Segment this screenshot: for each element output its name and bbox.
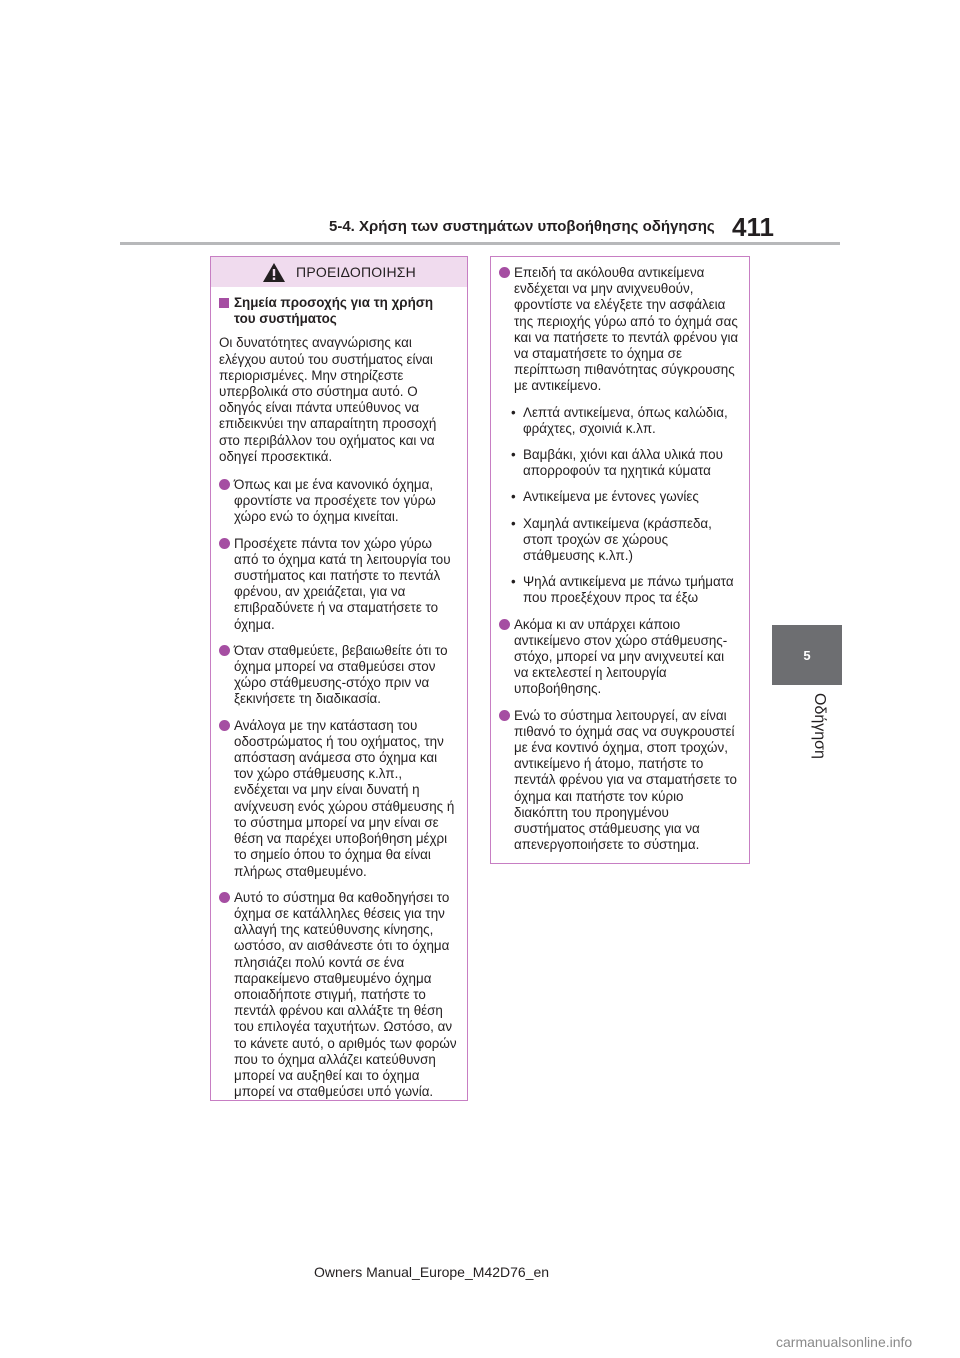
small-bullet-icon: • bbox=[511, 404, 516, 420]
sub-bullet-text: Χαμηλά αντικείμενα (κράσπεδα, στοπ τροχών σε χώρους στάθμευσης κ.λπ.) bbox=[523, 515, 712, 564]
warning-header bbox=[211, 257, 467, 287]
warning-section-title bbox=[219, 295, 457, 327]
circle-bullet-icon bbox=[499, 619, 510, 630]
warning-item-text: Προσέχετε πάντα τον χώρο γύρω από το όχημα κατά τη λειτουργία του συστήματος και πατήστε το πεντάλ φρένου, αν χρειάζεται, για να επιβραδύνετε ή να σταματήσετε το όχημα. bbox=[234, 535, 451, 632]
circle-bullet-icon bbox=[219, 720, 230, 731]
sub-bullet-item bbox=[511, 447, 739, 479]
warning-item bbox=[219, 477, 457, 526]
circle-bullet-icon bbox=[219, 892, 230, 903]
watermark: carmanualsonline.info bbox=[776, 1334, 913, 1350]
square-bullet-icon bbox=[219, 298, 229, 308]
footer-manual-id: Owners Manual_Europe_M42D76_en bbox=[314, 1264, 550, 1280]
warning-body bbox=[211, 287, 467, 1100]
continuation-item bbox=[499, 265, 739, 395]
warning-item-text: Ανάλογα με την κατάσταση του οδοστρώματος ή του οχήματος, την απόσταση ανάμεσα στο όχημα και τον χώρο στάθμευσης κ.λπ., ενδέχεται να μην είναι δυνατή η ανίχνευση ενός χώρου στάθμευσης ή το σύστημα μπορεί να μην είναι σε θέση να παρέχει υποβοήθηση μέχρι το σημείο όπου το όχημα θα είναι πλήρως σταθμευμένο. bbox=[234, 717, 455, 879]
chapter-number: 5 bbox=[803, 647, 811, 663]
warning-item-text: Όταν σταθμεύετε, βεβαιωθείτε ότι το όχημα μπορεί να σταθμεύσει στον χώρο στάθμευσης-στόχο πριν να ξεκινήσετε τη διαδικασία. bbox=[234, 642, 448, 707]
warning-item-text: Όπως και με ένα κανονικό όχημα, φροντίστε να προσέχετε τον γύρω χώρο ενώ το όχημα κινείται. bbox=[234, 477, 436, 525]
circle-bullet-icon bbox=[499, 267, 510, 278]
sub-bullet-text: Λεπτά αντικείμενα, όπως καλώδια, φράχτες, σχοινιά κ.λπ. bbox=[523, 404, 728, 436]
circle-bullet-icon bbox=[219, 538, 230, 549]
continuation-body bbox=[491, 257, 749, 854]
small-bullet-icon: • bbox=[511, 489, 516, 505]
warning-continuation-box bbox=[490, 256, 750, 864]
warning-item bbox=[219, 536, 457, 633]
small-bullet-icon: • bbox=[511, 447, 516, 463]
warning-triangle-icon bbox=[262, 262, 286, 283]
circle-bullet-icon bbox=[499, 710, 510, 721]
chapter-tab bbox=[772, 625, 842, 685]
warning-box bbox=[210, 256, 468, 1101]
circle-bullet-icon bbox=[219, 479, 230, 490]
small-bullet-icon: • bbox=[511, 515, 516, 531]
sub-bullet-item bbox=[511, 516, 739, 565]
circle-bullet-icon bbox=[219, 645, 230, 656]
continuation-lead-text: Επειδή τα ακόλουθα αντικείμενα ενδέχεται να μην ανιχνευθούν, φροντίστε να ελέγξετε την ασφάλεια της περιοχής γύρω από το όχημά σας και να πατήσετε το πεντάλ φρένου για να σταματήσετε το όχημα σε περίπτωση πιθανότητας σύγκρουσης με αντικείμενο. bbox=[514, 265, 739, 394]
sub-bullet-text: Αντικείμενα με έντονες γωνίες bbox=[523, 489, 699, 505]
sub-bullet-item bbox=[511, 489, 739, 505]
sub-bullet-text: Ψηλά αντικείμενα με πάνω τμήματα που προεξέχουν προς τα έξω bbox=[523, 574, 734, 606]
chapter-label: Οδήγηση bbox=[811, 693, 828, 759]
continuation-item bbox=[499, 617, 739, 698]
sub-bullet-text: Βαμβάκι, χιόνι και άλλα υλικά που απορροφούν τα ηχητικά κύματα bbox=[523, 447, 723, 479]
small-bullet-icon: • bbox=[511, 574, 516, 590]
warning-item bbox=[219, 718, 457, 880]
section-title-text: Σημεία προσοχής για τη χρήση του συστήματος bbox=[234, 295, 434, 327]
page-number: 411 bbox=[732, 212, 774, 242]
section-header-title: 5-4. Χρήση των συστημάτων υποβοήθησης οδήγησης bbox=[329, 218, 715, 235]
continuation-item bbox=[499, 708, 739, 854]
warning-intro: Οι δυνατότητες αναγνώρισης και ελέγχου αυτού του συστήματος είναι περιορισμένες. Μην στηρίζεστε υπερβολικά στο σύστημα αυτό. Ο οδηγός είναι πάντα υπεύθυνος να επιδεικνύει την απαραίτητη προσοχή στο περιβάλλον του οχήματος και να οδηγεί προσεκτικά. bbox=[219, 335, 437, 464]
warning-item bbox=[219, 643, 457, 708]
continuation-item-text: Ακόμα κι αν υπάρχει κάποιο αντικείμενο στον χώρο στάθμευσης-στόχο, μπορεί να μην ανιχνευτεί και να εκτελεστεί η λειτουργία υποβοήθησης. bbox=[514, 616, 728, 697]
continuation-item-text: Ενώ το σύστημα λειτουργεί, αν είναι πιθανό το όχημά σας να συγκρουστεί με ένα κοντινό όχημα, στοπ τροχών, αντικείμενο ή άτομο, πατήστε το πεντάλ φρένου για να σταματήσετε το όχημα και πατήστε τον κύριο διακόπτη του προηγμένου συστήματος στάθμευσης για να απενεργοποιήσετε το σύστημα. bbox=[514, 707, 737, 853]
warning-heading: ΠΡΟΕΙΔΟΠΟΙΗΣΗ bbox=[296, 264, 416, 280]
sub-bullet-item bbox=[511, 574, 739, 606]
warning-item-text: Αυτό το σύστημα θα καθοδηγήσει το όχημα σε κατάλληλες θέσεις για την αλλαγή της κατεύθυνσης κίνησης, ωστόσο, αν αισθάνεστε ότι το όχημα πλησιάζει πολύ κοντά σε ένα παρακείμενο σταθμευμένο όχημα οποιαδήποτε στιγμή, πατήστε το πεντάλ φρένου και αλλάξτε τη θέση του επιλογέα ταχυτήτων. Ωστόσο, αν το κάνετε αυτό, ο αριθμός των φορών που το όχημα αλλάζει κατεύθυνση μπορεί να αυξηθεί και το όχημα μπορεί να σταθμεύσει υπό γωνία. bbox=[234, 889, 457, 1100]
header-divider bbox=[120, 242, 840, 245]
warning-item bbox=[219, 890, 457, 1101]
sub-bullet-item bbox=[511, 405, 739, 437]
